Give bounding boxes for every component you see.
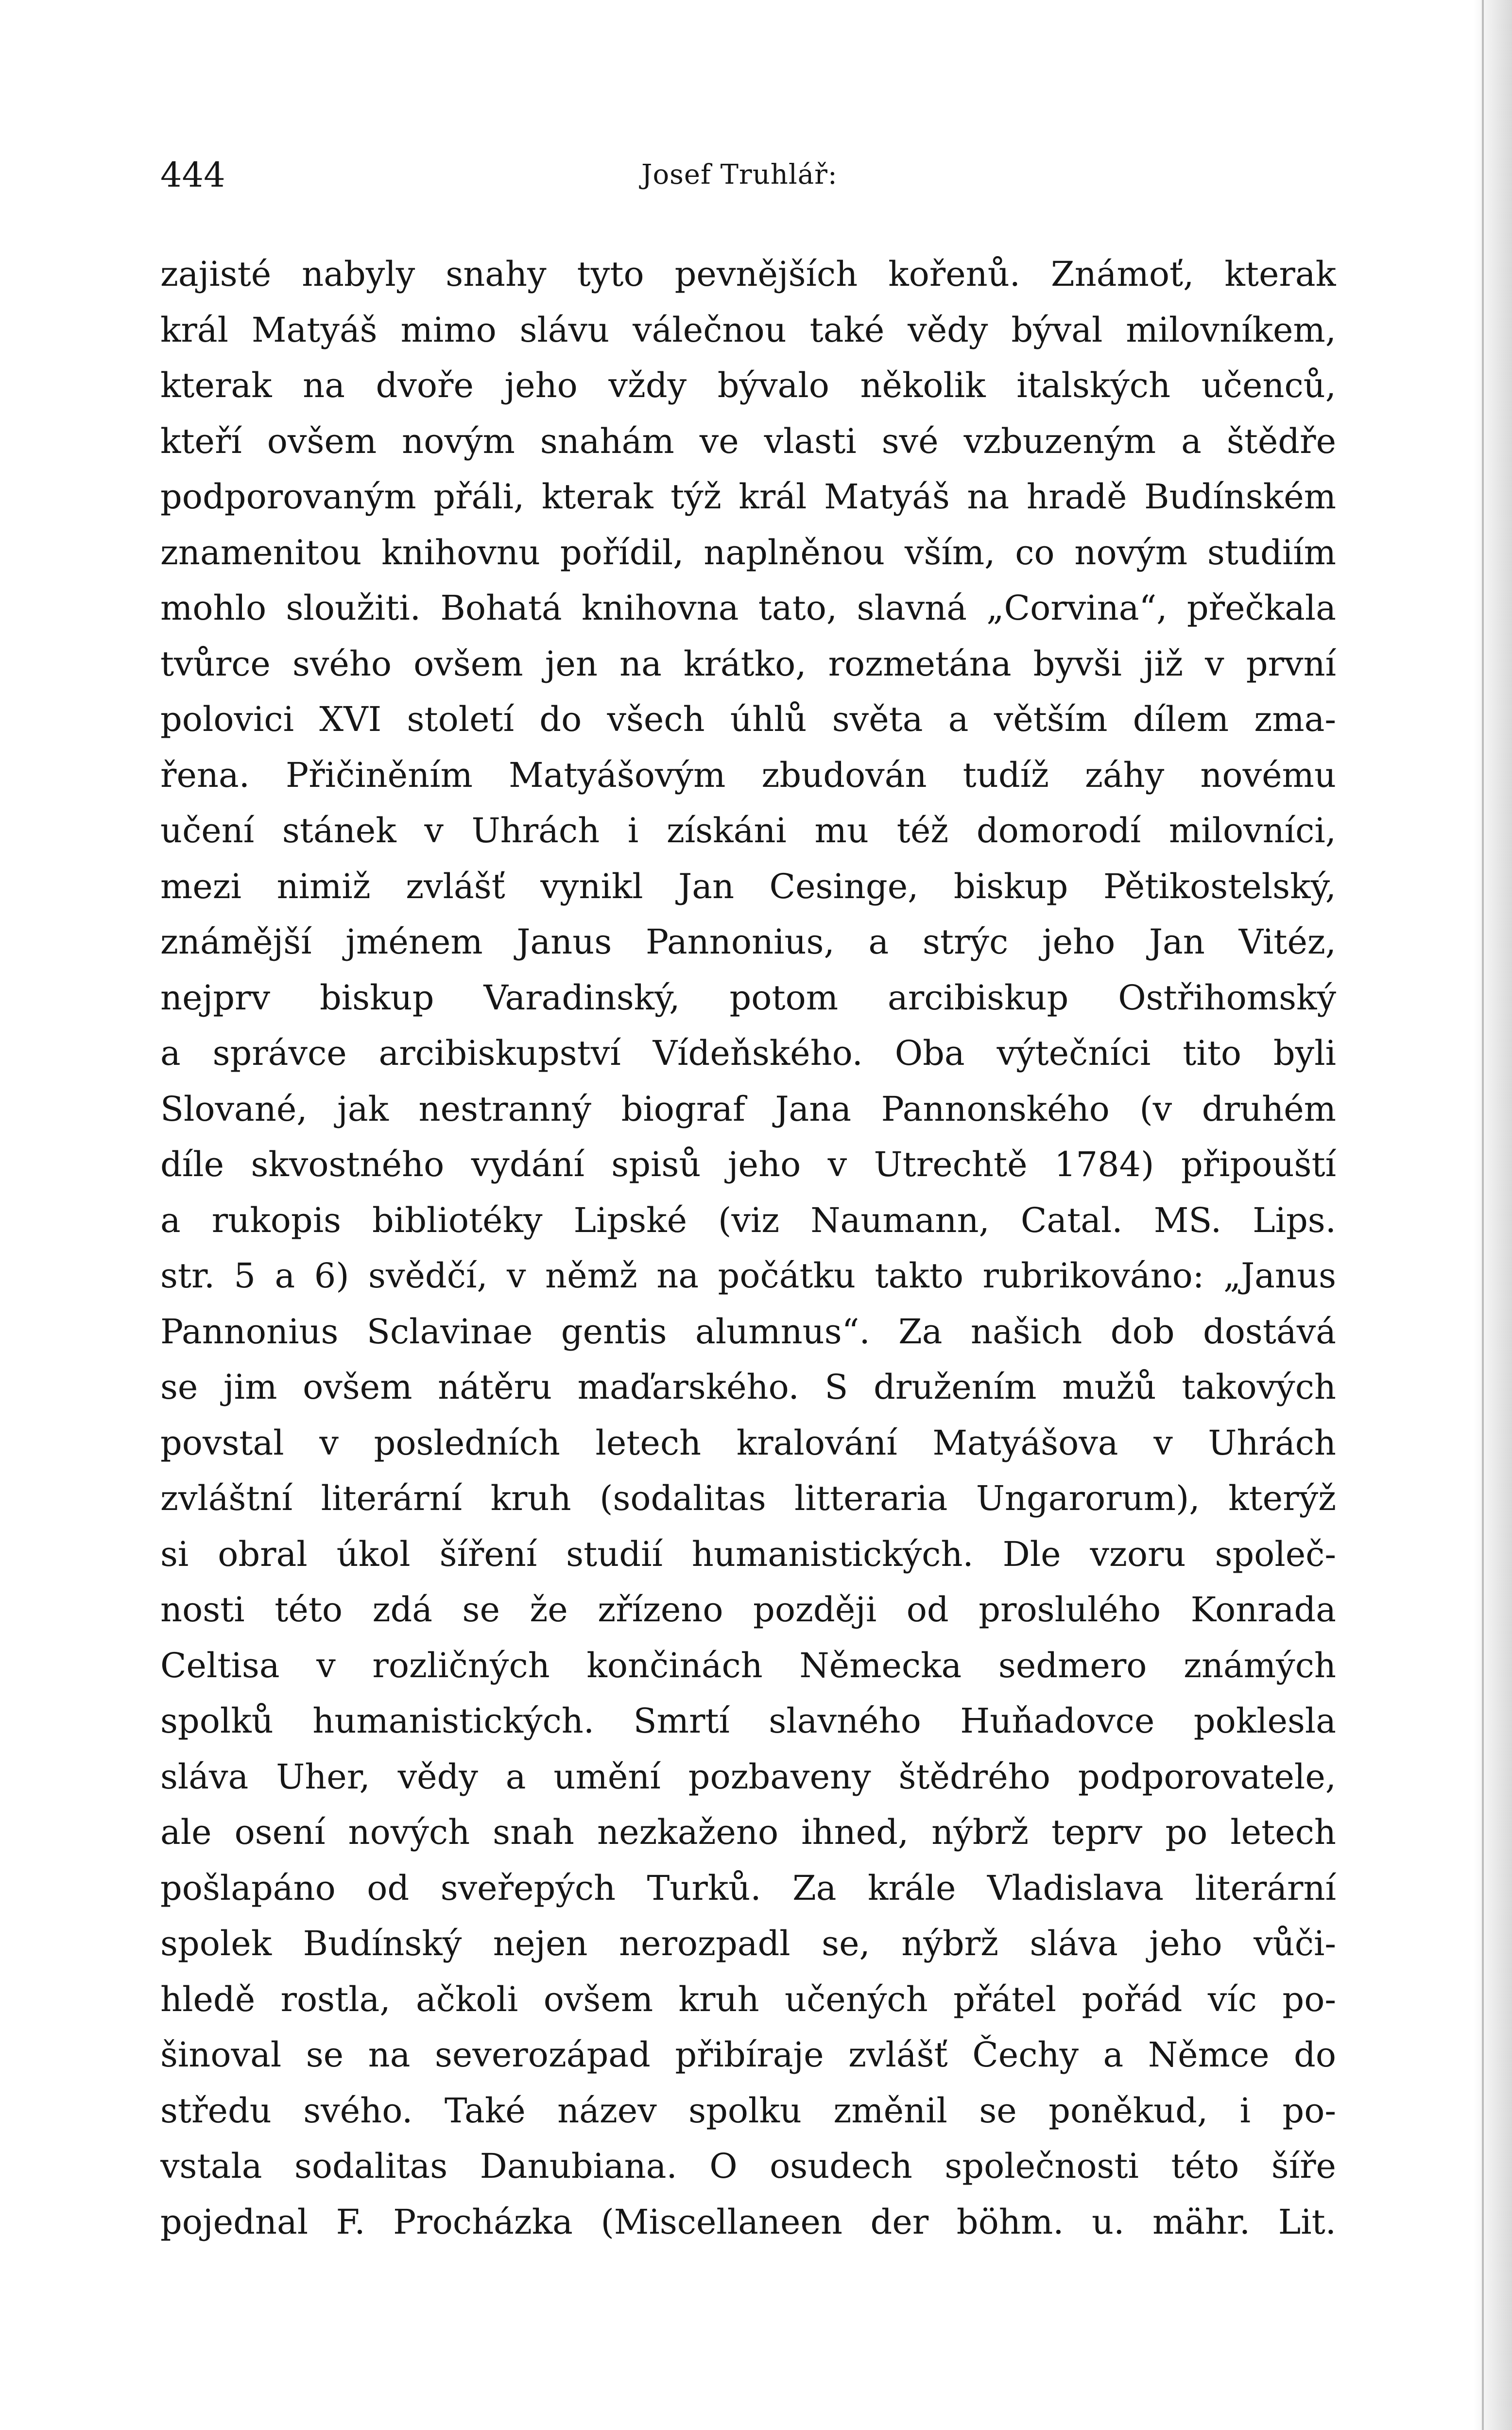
text-line: středu svého. Také název spolku změnil se poněkud, i po- [160,2090,1336,2131]
text-line: nejprv biskup Varadinský, potom arcibiskup Ostřihomský [160,977,1336,1018]
page-header [160,146,972,204]
text-line: učení stánek v Uhrách i získáni mu též domorodí milovníci, [160,811,1336,850]
text-line: vstala sodalitas Danubiana. O osudech společnosti této šíře [160,2146,1336,2186]
text-line: Pannonius Sclavinae gentis alumnus“. Za našich dob dostává [160,1311,1336,1352]
text-line: polovici XVI století do všech úhlů světa a větším dílem zma- [160,699,1336,739]
text-line: Slované, jak nestranný biograf Jana Pannonského (v druhém [160,1089,1336,1129]
text-line: sláva Uher, vědy a umění pozbaveny štědrého podporovatele, [160,1756,1336,1797]
text-line: a správce arcibiskupství Vídeňského. Oba výtečníci tito byli [160,1033,1336,1073]
text-line: pojednal F. Procházka (Miscellaneen der böhm. u. mähr. Lit. [160,2202,1336,2242]
text-line: spolek Budínský nejen nerozpadl se, nýbrž sláva jeho vůči- [160,1924,1336,1963]
text-line: znamenitou knihovnu pořídil, naplněnou vším, co novým studiím [160,532,1336,573]
text-line: zajisté nabyly snahy tyto pevnějších kořenů. Známoť, kterak [160,254,1336,294]
text-line: známější jménem Janus Pannonius, a strýc jeho Jan Vitéz, [160,922,1336,962]
text-line: král Matyáš mimo slávu válečnou také vědy býval milovníkem, [160,310,1336,350]
text-line: šinoval se na severozápad přibíraje zvlášť Čechy a Němce do [160,2035,1336,2075]
text-line: řena. Přičiněním Matyášovým zbudován tudíž záhy novému [160,755,1336,795]
text-line: se jim ovšem nátěru maďarského. S družením mužů takových [160,1367,1336,1407]
text-line: mezi nimiž zvlášť vynikl Jan Cesinge, biskup Pětikostelský, [160,866,1336,906]
page-number: 444 [160,155,225,195]
text-line: a rukopis bibliotéky Lipské (viz Naumann, Catal. MS. Lips. [160,1200,1336,1240]
text-line: kteří ovšem novým snahám ve vlasti své vzbuzeným a štědře [160,421,1336,461]
text-line: hledě rostla, ačkoli ovšem kruh učených přátel pořád víc po- [160,1979,1336,2019]
text-line: si obral úkol šíření studií humanistických. Dle vzoru společ- [160,1534,1336,1574]
text-line: pošlapáno od sveřepých Turků. Za krále Vladislava literární [160,1868,1336,1908]
text-line: mohlo sloužiti. Bohatá knihovna tato, slavná „Corvina“, přečkala [160,588,1336,628]
text-line: nosti této zdá se že zřízeno později od proslulého Konrada [160,1590,1336,1630]
text-line: ale osení nových snah nezkaženo ihned, nýbrž teprv po letech [160,1812,1336,1852]
text-line: povstal v posledních letech kralování Matyášova v Uhrách [160,1423,1336,1463]
text-line: podporovaným přáli, kterak týž král Matyáš na hradě Budínském [160,477,1336,517]
page-edge-line [1482,0,1484,2430]
text-line: Celtisa v rozličných končinách Německa sedmero známých [160,1645,1336,1685]
text-line: kterak na dvoře jeho vždy bývalo několik italských učenců, [160,365,1336,405]
text-line: spolků humanistických. Smrtí slavného Huňadovce poklesla [160,1701,1336,1741]
body-text [160,246,1336,2250]
running-head: Josef Truhlář: [641,159,838,191]
text-line: zvláštní literární kruh (sodalitas litteraria Ungarorum), kterýž [160,1478,1336,1518]
text-line: str. 5 a 6) svědčí, v němž na počátku takto rubrikováno: „Janus [160,1256,1336,1296]
text-line: díle skvostného vydání spisů jeho v Utrechtě 1784) připouští [160,1145,1336,1184]
text-line: tvůrce svého ovšem jen na krátko, rozmetána byvši již v první [160,643,1336,684]
page-edge-shadow [1473,0,1512,2430]
